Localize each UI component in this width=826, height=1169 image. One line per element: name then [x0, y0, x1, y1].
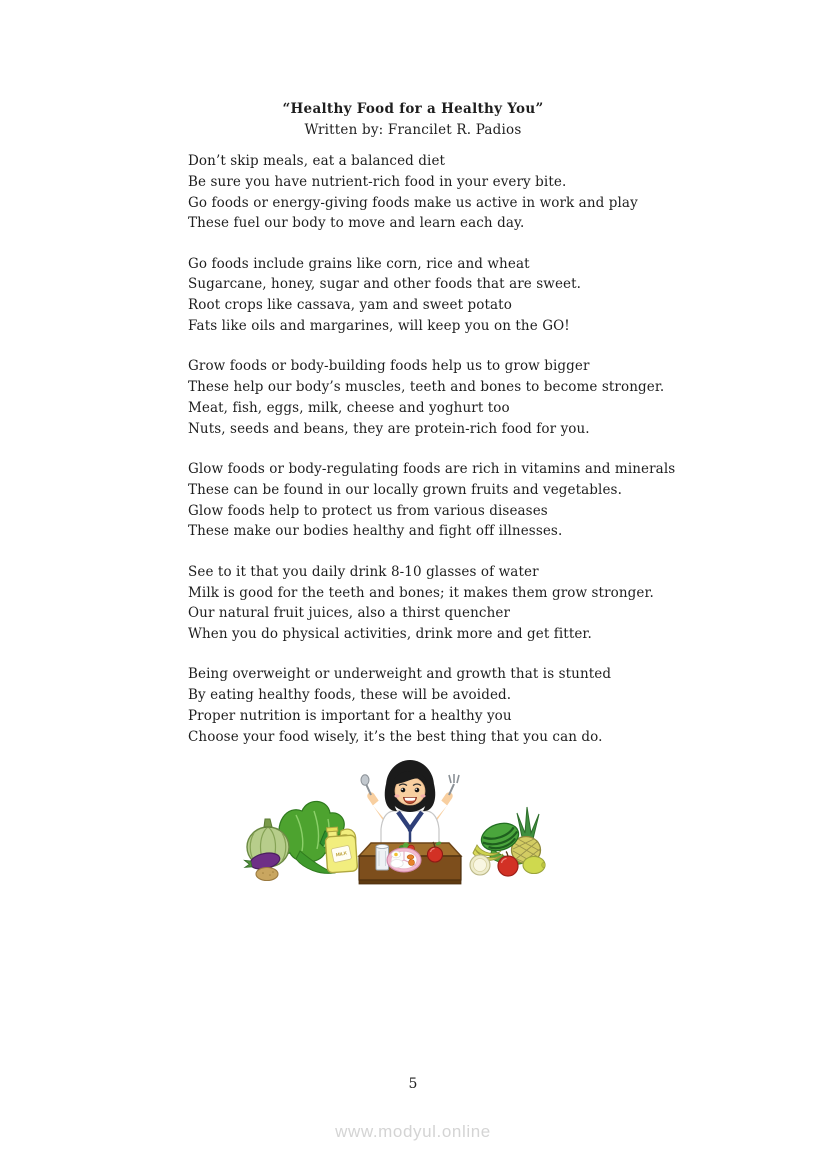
- pineapple-crown: [517, 807, 539, 839]
- poem-line: Proper nutrition is important for a healthy you: [188, 708, 512, 725]
- water-glass-icon: [376, 845, 389, 871]
- poem-line: These can be found in our locally grown fruits and vegetables.: [188, 481, 622, 498]
- poem-line: Sugarcane, honey, sugar and other foods that are sweet.: [188, 276, 582, 293]
- poem-author: Written by: Francilet R. Padios: [304, 122, 522, 138]
- poem-line: These fuel our body to move and learn each day.: [188, 215, 525, 232]
- watermark: www.modyul.online: [335, 1122, 491, 1141]
- poem-line: By eating healthy foods, these will be avoided.: [188, 687, 512, 704]
- poem-line: Fats like oils and margarines, will keep you on the GO!: [188, 318, 570, 335]
- poem-title: “Healthy Food for a Healthy You”: [282, 101, 544, 117]
- poem-stanza-1: [188, 151, 788, 234]
- dining-table: [359, 841, 461, 884]
- poem-line: These help our body’s muscles, teeth and bones to become stronger.: [188, 379, 665, 396]
- poem-line: Be sure you have nutrient-rich food in your every bite.: [188, 173, 567, 190]
- poem-header: [188, 99, 638, 141]
- poem-line: These make our bodies healthy and fight off illnesses.: [188, 523, 563, 540]
- poem-line: Nuts, seeds and beans, they are protein-rich food for you.: [188, 420, 590, 437]
- fork-icon: [449, 774, 459, 795]
- poem-stanza-3: [188, 356, 788, 439]
- poem-line: Meat, fish, eggs, milk, cheese and yoghurt too: [188, 399, 510, 416]
- milk-jug-icon: [325, 826, 358, 873]
- poem-line: Choose your food wisely, it’s the best thing that you can do.: [188, 728, 603, 745]
- poem-stanza-2: [188, 254, 788, 337]
- poem-line: When you do physical activities, drink more and get fitter.: [188, 626, 592, 643]
- page-number: 5: [408, 1076, 418, 1092]
- poem-line: Our natural fruit juices, also a thirst quencher: [188, 605, 511, 622]
- poem-stanza-6: [188, 664, 788, 747]
- poem-line: Don’t skip meals, eat a balanced diet: [188, 153, 446, 169]
- poem-stanza-4: [188, 459, 788, 542]
- poem-line: Go foods or energy-giving foods make us active in work and play: [188, 194, 638, 211]
- poem-line: Grow foods or body-building foods help us to grow bigger: [188, 358, 590, 375]
- fruits-pile-icon: [470, 807, 545, 876]
- poem-line: Being overweight or underweight and growth that is stunted: [188, 666, 612, 683]
- spoon-icon: [361, 775, 371, 795]
- milk-label: MILK: [335, 850, 348, 858]
- healthy-meal-illustration: [230, 753, 560, 888]
- poem-stanza-5: [188, 562, 788, 645]
- poem-line: Glow foods help to protect us from various diseases: [188, 502, 548, 519]
- poem-line: See to it that you daily drink 8-10 glasses of water: [188, 563, 539, 580]
- poem-line: Root crops like cassava, yam and sweet potato: [188, 297, 512, 314]
- poem-body: [188, 151, 788, 767]
- girl-figure: [361, 760, 459, 848]
- poem-line: Glow foods or body-regulating foods are rich in vitamins and minerals: [188, 461, 676, 478]
- red-apple-icon: [498, 856, 518, 876]
- poem-line: Milk is good for the teeth and bones; it makes them grow stronger.: [188, 584, 654, 601]
- poem-line: Go foods include grains like corn, rice and wheat: [188, 255, 530, 272]
